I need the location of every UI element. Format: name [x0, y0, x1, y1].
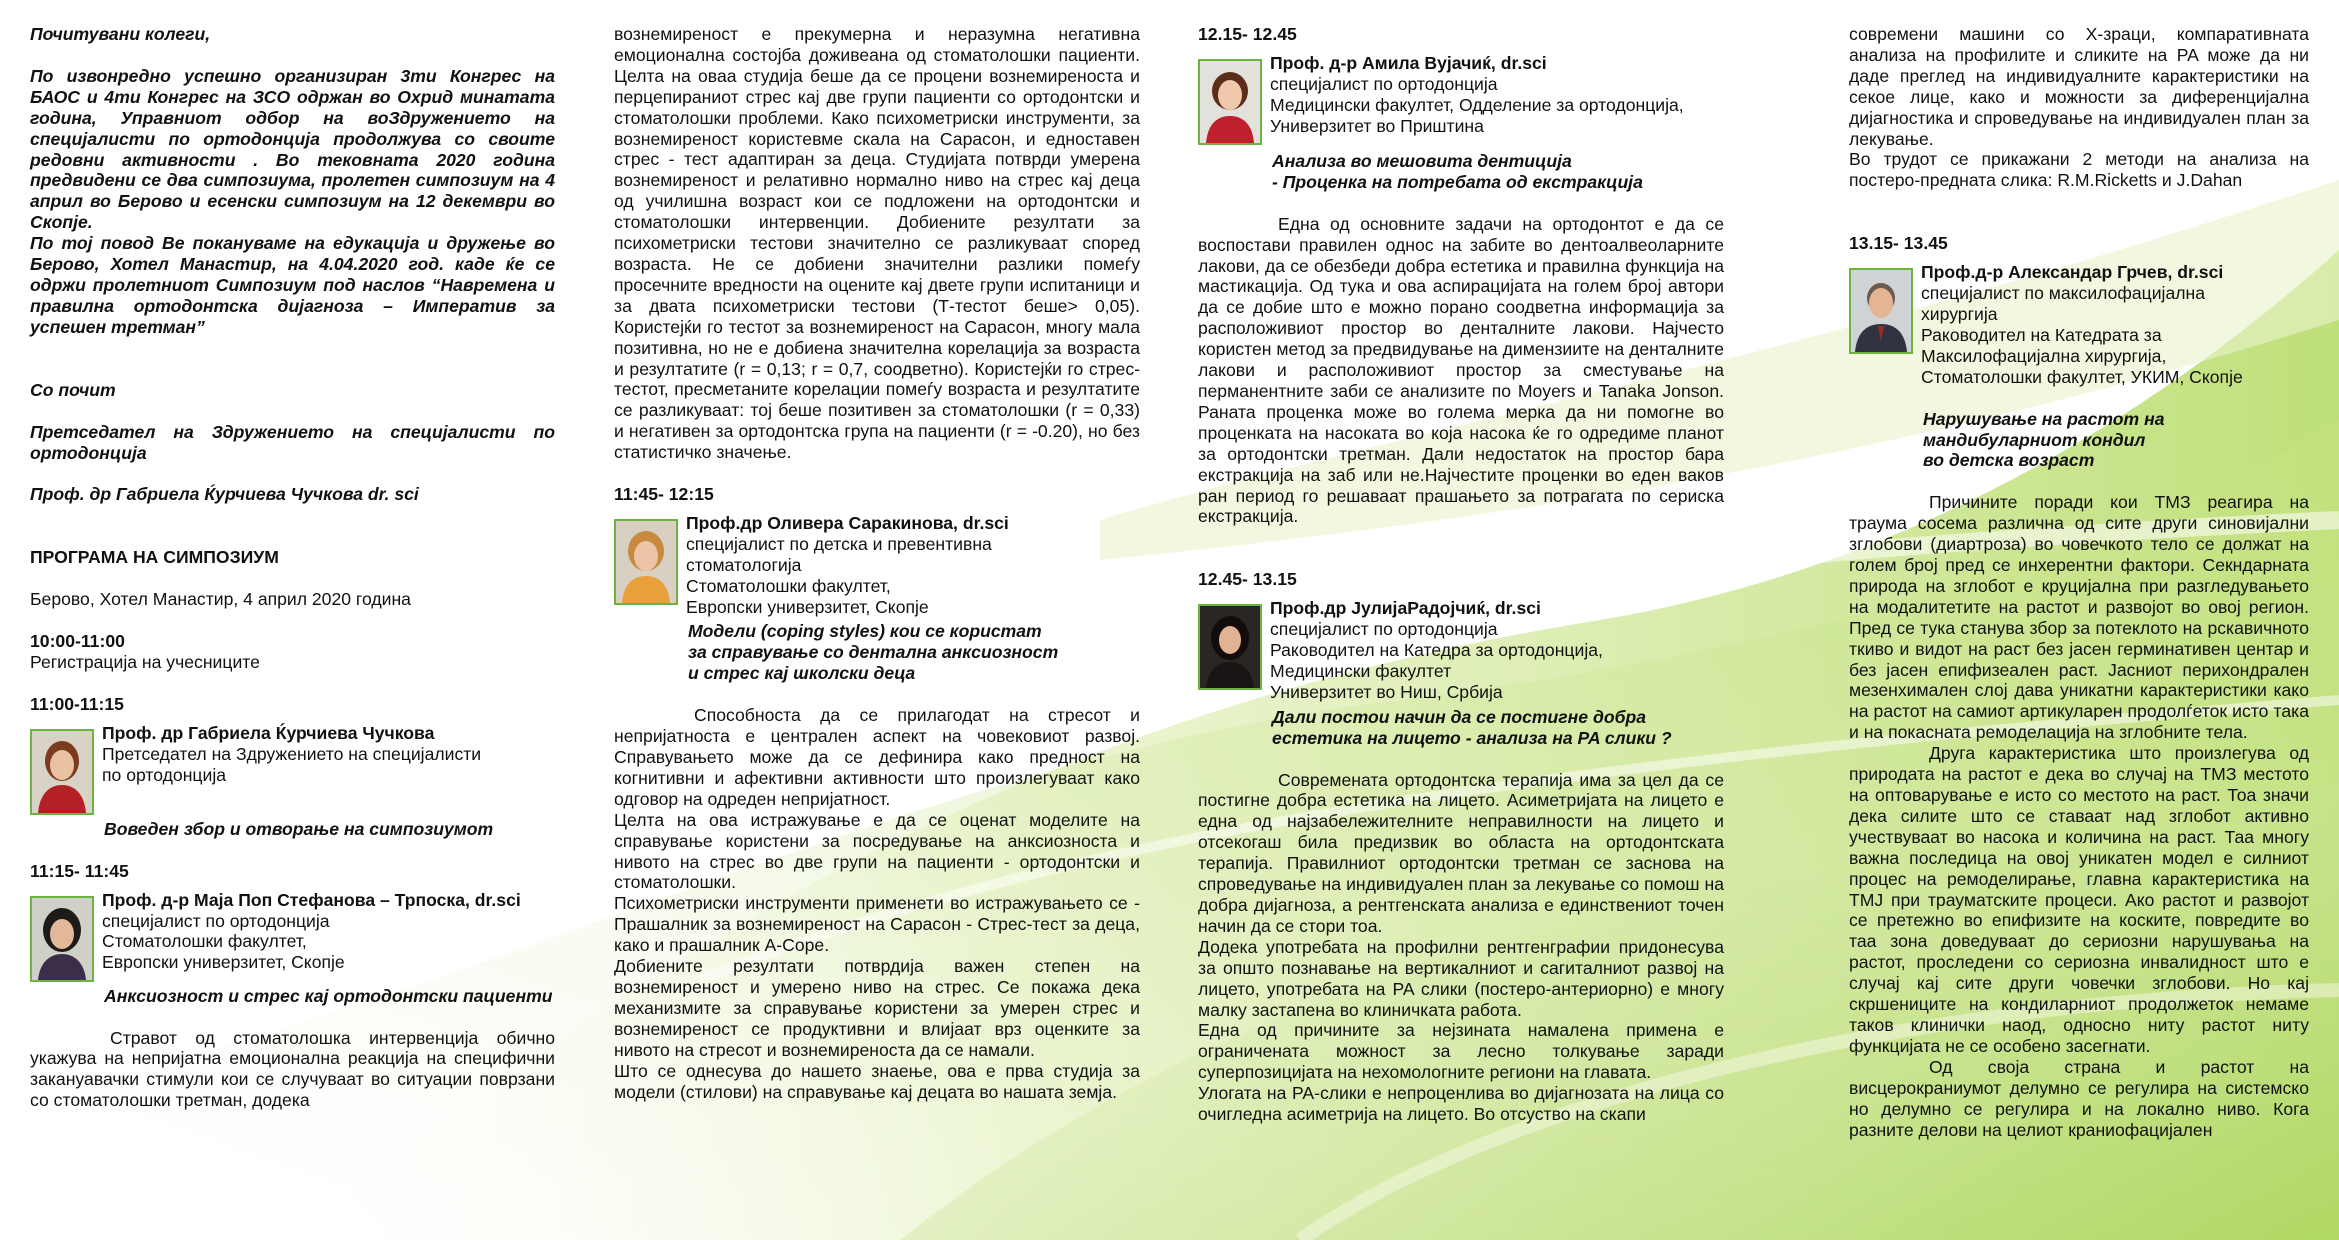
speaker-affiliation: Универзитет во Приштина	[1270, 115, 1484, 136]
invitation-paragraph: По тој повод Ве покануваме на едукација и дружење во Берово, Хотел Манастир, на 4.04.2020 год. каде ќе се одржи пролетниот Симпозиум под наслов “Навремена и правилна ортодонтска дијагноза – Императив за успешен третман”	[30, 233, 555, 337]
speaker-affiliation: Максилофацијална хирургија,	[1921, 345, 2167, 366]
speaker-name: Проф.др Оливера Саракинова, dr.sci	[686, 512, 1009, 533]
abstract-paragraph: Една од причините за нејзината намалена примена е ограничената можност за лесно толкување заради суперпозицијата на нехомологните региони на главата.	[1198, 1020, 1724, 1083]
time-slot-2: 11:00-11:15	[30, 693, 124, 714]
speaker-affiliation: специјалист по максилофацијална	[1921, 283, 2206, 304]
lecture-title: мандибуларниот кондил	[1923, 429, 2146, 450]
speaker-affiliation: Раководител на Катедра за ортодонција,	[1270, 640, 1603, 661]
signer-role: Претседател на Здружението на специјалисти по ортодонција	[30, 421, 555, 463]
regards: Со почит	[30, 379, 116, 400]
speaker-block	[30, 890, 555, 982]
speaker-block	[30, 723, 555, 815]
speaker-photo	[30, 896, 94, 982]
speaker-photo	[1198, 59, 1262, 145]
speaker-name: Проф.др ЈулијаРадојчиќ, dr.sci	[1270, 598, 1541, 619]
speaker-affiliation: хирургија	[1921, 303, 1998, 324]
program-title: ПРОГРАМА НА СИМПОЗИУМ	[30, 547, 279, 568]
speaker-block	[1198, 53, 1724, 145]
speaker-photo	[1198, 604, 1262, 690]
abstract-paragraph: Причините поради кои ТМЗ реагира на траума сосема различна од сите други синовијални зглобови (диартроза) во човечкото тело се должат на голем број пред се инхерентни фактори. Секндарната природа на зглобот е круцијална при разгледувањето на модалитетите на растот и развојот во овој регион. Пред се тука станува збор за потеклото на рскавичното ткиво и видот на раст без јасен герминативен центар и без јасен епифизеален раст. Јасниот перихондрален мезенхимален слој дава уникатни карактеристики како на растот на самиот артикуларен продолѓеток исто така и на покасната ремоделација на зглобните тела.	[1849, 492, 2309, 743]
abstract-paragraph: Стравот од стоматолошка интервенција обично укажува на непријатна емоционална реакција на специфични закануавачки стимули кои се случуваат во ситуации поврзани со стоматолошки третман, додека	[30, 1027, 555, 1111]
speaker-affiliation: Стоматолошки факултет,	[102, 931, 307, 952]
speaker-affiliation: Европски универзитет, Скопје	[686, 596, 929, 617]
speaker-affiliation: Стоматолошки факултет, УКИМ, Скопје	[1921, 366, 2243, 387]
speaker-photo	[30, 729, 94, 815]
lecture-title: и стрес кај школски деца	[688, 663, 916, 684]
speaker-block	[614, 513, 1140, 618]
speaker-affiliation: специјалист по ортодонција	[1270, 73, 1498, 94]
intro-paragraph: По извонредно успешно организиран 3ти Конгрес на БАОС и 4ти Конгрес на ЗСО одржан во Охрид минатата година, Управниот одбор на воЗдружението на специјалисти по ортодонција продолжува со своите редовни активности . Во тековната 2020 година предвидени се два симпозиума, пролетен симпозиум на 4 април во Берово и есенски симпозиум на 12 декември во Скопје.	[30, 65, 555, 233]
speaker-name: Проф. др Габриела Ќурчиева Чучкова	[102, 722, 435, 743]
abstract-paragraph: Што се однесува до нашето знаење, ова е прва студија за модели (стилови) на справување кај децата во нашата земја.	[614, 1060, 1140, 1102]
abstract-paragraph: Во трудот се прикажани 2 методи на анализа на постеро-предната слика: R.M.Ricketts и J.Dahan	[1849, 149, 2309, 191]
time-slot-3: 11:15- 11:45	[30, 860, 129, 881]
abstract-paragraph: Друга карактеристика што произлегува од природата на растот е дека во случај на ТМЗ местото на оптоварување е исто со местото на раст. Тоа значи дека силите што се ставаат над зглобот активно учествуваат во насока и количина на раст. Таа многу важна последица на овој уникатен модел е силниот процес на ремоделирање, главна карактеристика на ТМЈ при трауматските процеси. Ако растот и развојот се претежно во епифизите на коските, повредите во таа зона доведуваат до сериозни нарушувања на растот, проследени со сериозна инвалидност што е случај кај сите други човечки зглобови. Но кај скршениците на кондиларниот продолжеток немаме таков клинички наод, односно ниту растот ниту функцијата не се особено засегнати.	[1849, 743, 2309, 1056]
speaker-affiliation: Медицински факултет	[1270, 660, 1452, 681]
speaker-block	[1849, 262, 2309, 387]
lecture-title: Воведен збор и отворање на симпозиумот	[104, 818, 494, 839]
abstract-paragraph: Улогата на PA-слики е непроценлива во дијагнозата на лица со очигледна асиметрија на лицето. Во отсуство на скапи	[1198, 1083, 1724, 1125]
abstract-paragraph: Додека употребата на профилни рентгенграфии придонесува за општо познавање на вертикалниот и сагиталниот развој на лицето, употребата на PA слики (постеро-антериорно) е многу малку застапена во клиничката работа.	[1198, 936, 1724, 1020]
speaker-photo	[1849, 268, 1913, 354]
time-slot-6: 12.45- 13.15	[1198, 569, 1297, 590]
abstract-paragraph: Една од основните задачи на ортодонтот е да се воспостави правилен однос на забите во дентоалвеоларните лакови, да се обезбеди добра естетика и правилна функција на мастикација. Од тука и ова аспирацијата на голем број автори да се добие што е можно порано соодветна информација за расположивиот простор во денталните лакови. Најчесто користен метод за предвидување на димензиите на денталните лакови и расположивиот простор за сместување на перманентните заби се анализите по Moyers и Tanaka Jonson. Раната проценка може во голема мерка да ни помогне во проценката на насоката во која насока ќе го одредиме планот за ортодонтски третман. Дали недостаток на простор бара екстракција на заб или не.Најчестите проценки во еден ваков ран период го решаваат прашањето за потрагата по сериска екстракција.	[1198, 213, 1724, 527]
lecture-title: Нарушување на растот на	[1923, 408, 2165, 429]
speaker-affiliation: по ортодонција	[102, 764, 227, 785]
speaker-block	[1198, 598, 1724, 703]
abstract-paragraph: Од своја страна и растот на висцерокраниумот делумно се регулира на системско но делумно се регулира и на локално ниво. Кога разните делови на целиот краниофацијален	[1849, 1056, 2309, 1140]
speaker-affiliation: специјалист по ортодонција	[1270, 619, 1498, 640]
abstract-paragraph: Способноста да се прилагодат на стресот и непријатноста е централен аспект на човековиот развој. Справувањето може да се дефинира како предност на когнитивни и афективни активности што произлегуваат како одговор на одреден непријатност.	[614, 705, 1140, 809]
signer-name: Проф. др Габриела Ќурчиева Чучкова dr. sci	[30, 484, 419, 505]
speaker-name: Проф. д-р Амила Вујачиќ, dr.sci	[1270, 52, 1547, 73]
speaker-affiliation: Медицински факултет, Одделение за ортодонција,	[1270, 94, 1684, 115]
time-slot-4: 11:45- 12:15	[614, 484, 714, 505]
abstract-paragraph: Современата ортодонтска терапија има за цел да се постигне добра естетика на лицето. Асиметријата на лицето е една од најзабележителните неправилности на лицето и отсекогаш била предизвик во областа на ортодонтската терапија. Правилниот ортодонтски третман се заснова на спроведување на индивидуален план за лекување со помош на добра дијагноза, а рентгенската анализа е единствениот точен начин да се стори тоа.	[1198, 769, 1724, 936]
abstract-paragraph: вознемиреност е прекумерна и неразумна негативна емоционална состојба доживеана од стоматолошки пациенти. Целта на оваа студија беше да се процени вознемиреноста и перцепираниот стрес кај две групи пациенти со ортодонтски и стоматолошки проблеми. Како психометриски инструменти, за вознемиреност користевме скала на Сарасон, и едноставен стрес - тест адаптиран за деца. Студијата потврди умерена вознемиреност и релативно нормално ниво на стрес кај деца од училишна возраст кои се подложени на ортодонтски и стоматолошки интервенции. Добиените резултати за психометриски тестови значително се разликуваат според возраста. Не се добиени значителни разлики помеѓу просечните вредности на оцените кај двете групи испитаници и за двата психометриски тестови (Т-тестот беше> 0,05). Користејќи го тестот за вознемиреност на Сарасон, многу мала позитивна, но не е добиена значителна корелација за возраста и резултатите (r = 0,13; r = 0,7, соодветно). Користејќи го стрес-тестот, пресметаните корелации помеѓу возраста и резултатите се разликуваат: тој беше позитивен за стоматолошки (r = 0,33) и негативен за ортодонтска група на пациенти (r = -0.20), но без статистичко значење.	[614, 24, 1140, 463]
abstract-paragraph: Психометриски инструменти применети во истражувањето се - Прашалник за вознемиреност на Сарасон - Стрес-тест за деца, како и прашалник A-Cope.	[614, 893, 1140, 956]
venue: Берово, Хотел Манастир, 4 април 2020 година	[30, 589, 411, 610]
speaker-affiliation: Европски универзитет, Скопје	[102, 952, 345, 973]
time-slot-1: 10:00-11:00	[30, 631, 125, 652]
time-slot-5: 12.15- 12.45	[1198, 24, 1297, 44]
speaker-photo	[614, 519, 678, 605]
time-slot-7: 13.15- 13.45	[1849, 233, 1948, 254]
speaker-affiliation: специјалист по ортодонција	[102, 910, 330, 931]
lecture-title: за справување со дентална анксиозност	[688, 642, 1059, 663]
column-1	[30, 24, 555, 1111]
registration: Регистрација на учесниците	[30, 652, 260, 673]
lecture-title: Анксиозност и стрес кај ортодонтски пациенти	[104, 985, 553, 1006]
abstract-paragraph: современи машини со Х-зраци, компаративната анализа на профилите и сликите на PA може да ни даде преглед на индивидуалните карактеристики на секое лице, како и можности за диференцијална дијагностика и спроведување на индивидуален план за лекување.	[1849, 24, 2309, 149]
speaker-affiliation: Универзитет во Ниш, Србија	[1270, 681, 1503, 702]
lecture-title: Модели (coping styles) кои се користат	[688, 621, 1042, 642]
abstract-paragraph: Целта на ова истражување е да се оценат моделите на справување користени за посредување на анксиозноста и нивото на стрес во две групи на пациенти - ортодонтски и стоматолошки.	[614, 809, 1140, 893]
lecture-title: естетика на лицето - анализа на PA слики ?	[1272, 727, 1672, 748]
lecture-title: - Проценка на потребата од екстракција	[1272, 171, 1643, 192]
abstract-paragraph: Добиените резултати потврдија важен степен на вознемиреност и умерено ниво на стрес. Се покажа дека механизмите за справување користени за умерен стрес и вознемиреност се продуктивни и влијаат врз оценките за нивото на стресот и вознемиреноста да се намали.	[614, 956, 1140, 1060]
column-2	[614, 24, 1140, 1102]
lecture-title: Дали постои начин да се постигне добра	[1272, 706, 1647, 727]
speaker-affiliation: стоматологија	[686, 554, 802, 575]
speaker-name: Проф. д-р Маја Поп Стефанова – Трпоска, dr.sci	[102, 889, 521, 910]
speaker-affiliation: Раководител на Катедрата за	[1921, 324, 2162, 345]
lecture-title: Анализа во мешовита дентиција	[1272, 150, 1572, 171]
speaker-name: Проф.д-р Александар Грчев, dr.sci	[1921, 262, 2224, 283]
greeting: Почитувани колеги,	[30, 24, 211, 44]
column-4	[1849, 24, 2309, 1140]
column-3	[1198, 24, 1724, 1125]
speaker-affiliation: Претседател на Здружението на специјалисти	[102, 743, 482, 764]
speaker-affiliation: Стоматолошки факултет,	[686, 575, 891, 596]
lecture-title: во детска возраст	[1923, 450, 2095, 471]
speaker-affiliation: специјалист по детска и превентивна	[686, 533, 992, 554]
